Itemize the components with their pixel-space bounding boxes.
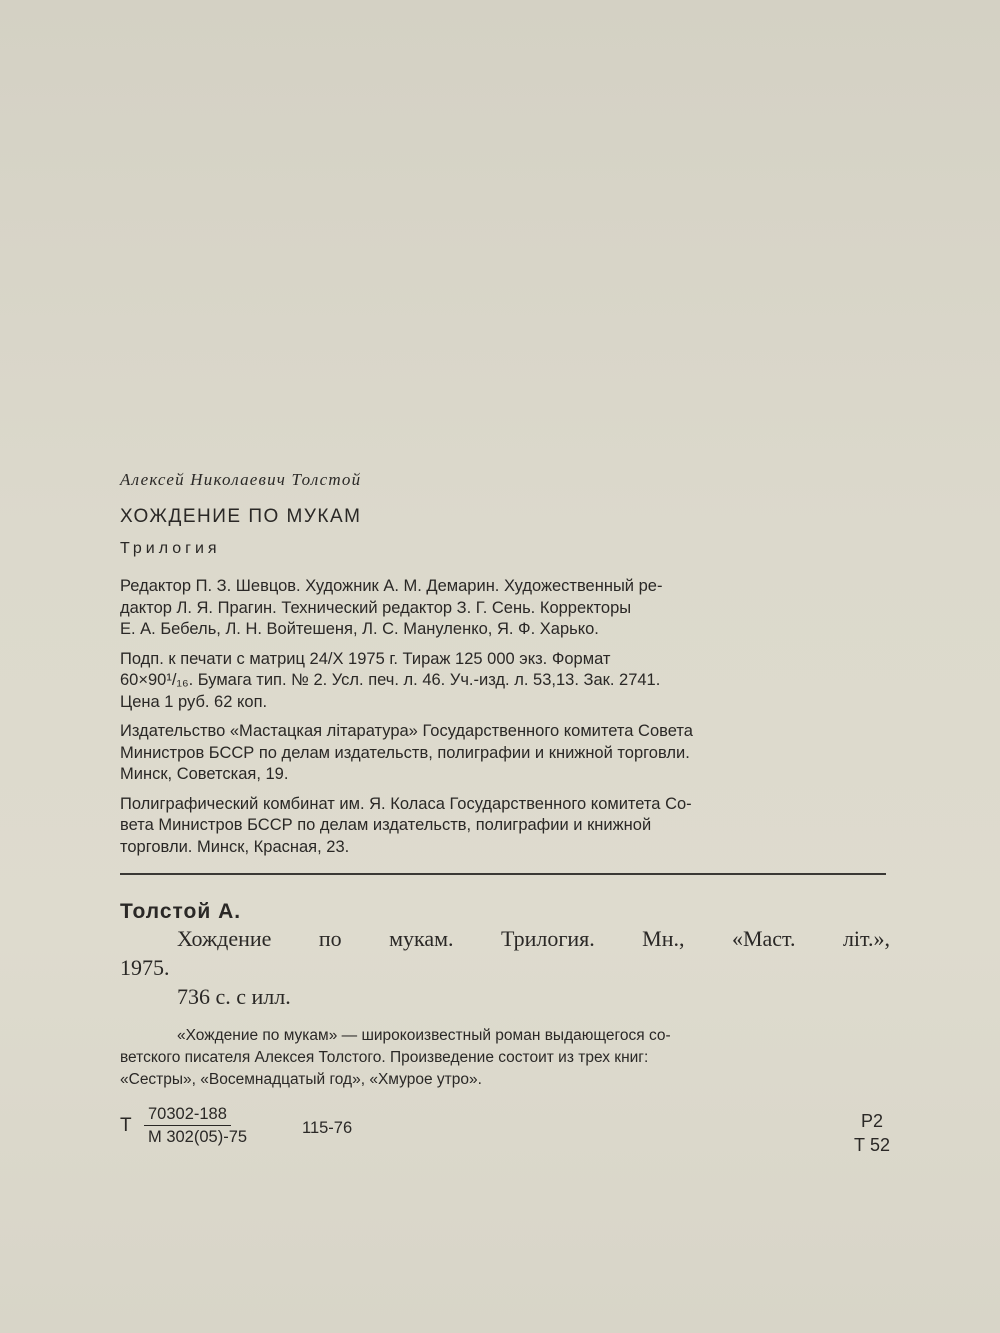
card-author: Толстой А. — [120, 900, 242, 923]
fraction-denominator: М 302(05)-75 — [148, 1128, 248, 1146]
imprint-block — [120, 470, 890, 866]
annotation-line: «Хождение по мукам» — широкоизвестный роман выдающегося со- — [177, 1027, 671, 1044]
credits-line: Е. А. Бебель, Л. Н. Войтешеня, Л. С. Мануленко, Я. Ф. Харько. — [120, 620, 599, 638]
book-subtitle: Трилогия — [120, 540, 221, 557]
printer-line: Полиграфический комбинат им. Я. Коласа Государственного комитета Со- — [120, 794, 692, 813]
index-letter: Т — [120, 1115, 132, 1136]
credits-paragraph — [120, 576, 890, 641]
card-year: 1975. — [120, 955, 170, 980]
printer-line: вета Министров БССР по делам издательств, полиграфии и книжной — [120, 816, 652, 834]
credits-line: Редактор П. З. Шевцов. Художник А. М. Демарин. Художественный ре- — [120, 577, 663, 595]
printer-paragraph — [120, 794, 890, 859]
card-title-line: Хождение по мукам. Трилогия. Мн., «Маст. літ.», — [177, 926, 890, 951]
index-fraction — [144, 1105, 251, 1147]
print-info-line: Подп. к печати с матриц 24/X 1975 г. Тираж 125 000 экз. Формат — [120, 649, 611, 668]
card-pages: 736 с. с илл. — [177, 984, 291, 1009]
catalog-card — [120, 900, 890, 1091]
print-info-line: 60×90¹/₁₆. Бумага тип. № 2. Усл. печ. л. 46. Уч.-изд. л. 53,13. Зак. 2741. — [120, 671, 661, 689]
author-full-name: Алексей Николаевич Толстой — [120, 470, 362, 489]
credits-line: дактор Л. Я. Прагин. Технический редактор З. Г. Сень. Корректоры — [120, 598, 632, 617]
publisher-line: Издательство «Мастацкая літаратура» Государственного комитета Совета — [120, 722, 693, 740]
printer-line: торговли. Минск, Красная, 23. — [120, 837, 350, 856]
publisher-line: Минск, Советская, 19. — [120, 765, 289, 783]
order-code: 115-76 — [302, 1119, 353, 1137]
classification-codes — [120, 1105, 890, 1165]
card-annotation — [120, 1025, 890, 1091]
publisher-paragraph — [120, 721, 890, 786]
library-class-code — [854, 1109, 890, 1157]
annotation-line: ветского писателя Алексея Толстого. Произведение состоит из трех книг: — [120, 1049, 649, 1066]
annotation-line: «Сестры», «Восемнадцатый год», «Хмурое утро». — [120, 1071, 482, 1088]
divider-rule — [120, 873, 886, 875]
print-info-paragraph — [120, 649, 890, 714]
publisher-line: Министров БССР по делам издательств, полиграфии и книжной торговли. — [120, 743, 690, 762]
class-code-bottom: Т 52 — [853, 1135, 890, 1155]
print-info-line: Цена 1 руб. 62 коп. — [120, 692, 268, 711]
class-code-top: Р2 — [860, 1111, 883, 1131]
book-title: ХОЖДЕНИЕ ПО МУКАМ — [120, 506, 362, 527]
fraction-numerator: 70302-188 — [144, 1105, 231, 1126]
